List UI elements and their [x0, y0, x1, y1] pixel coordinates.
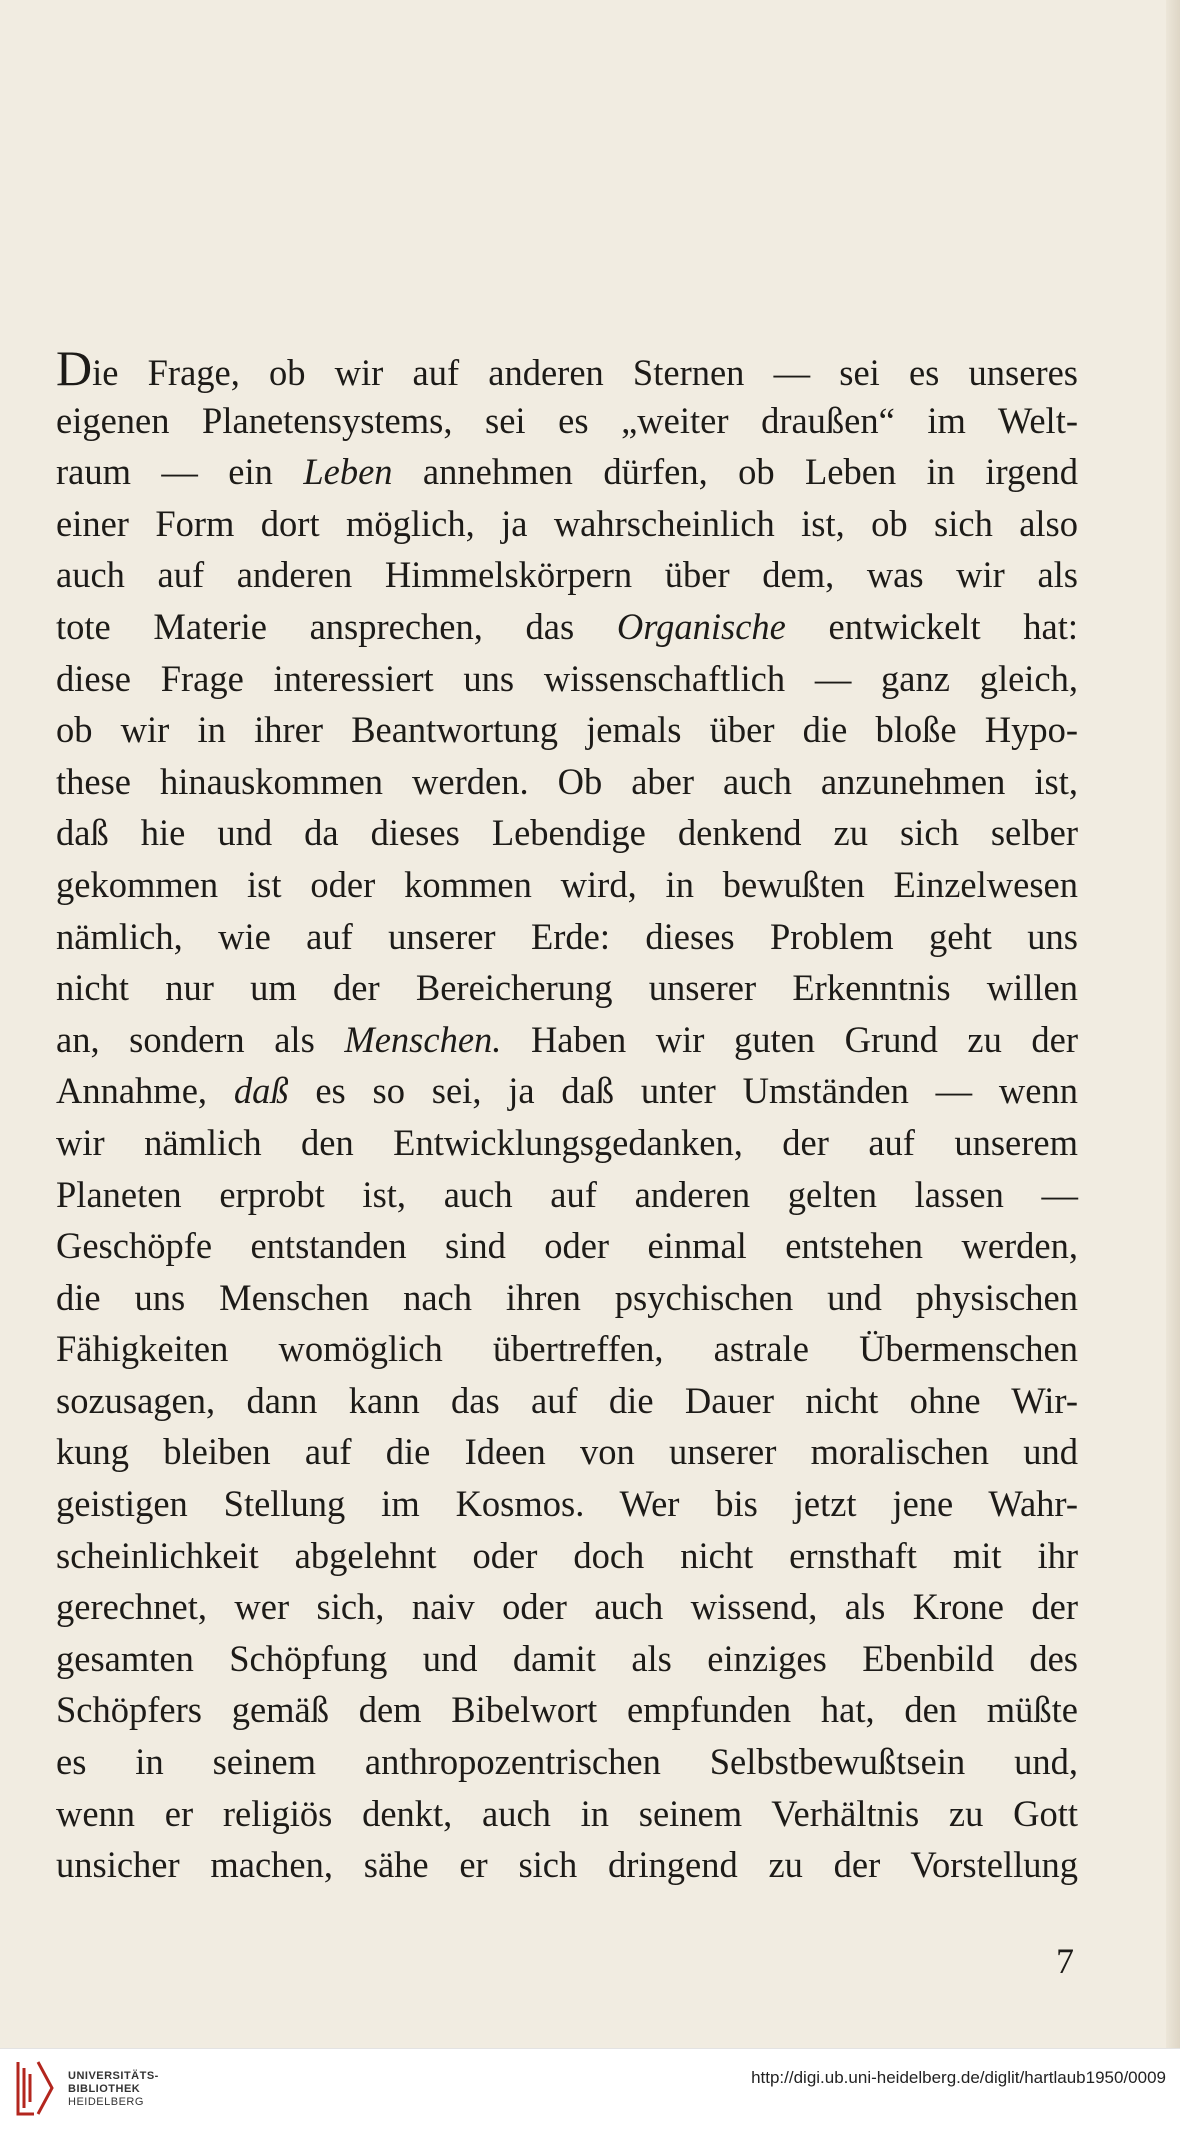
text-run: daß hie und da dieses Lebendige denkend zu sich selber	[56, 812, 1078, 854]
text-line	[56, 1788, 1078, 1840]
text-run: gesamten Schöpfung und damit als einziges Ebenbild des	[56, 1637, 1078, 1679]
text-run: entwickelt hat:	[785, 605, 1078, 647]
text-line	[56, 1684, 1078, 1736]
library-name	[68, 2070, 159, 2109]
text-line	[56, 498, 1078, 550]
emphasized-word: Organische	[616, 605, 786, 647]
text-run: scheinlichkeit abgelehnt oder doch nicht ernsthaft mit ihr	[56, 1534, 1078, 1576]
text-run: nicht nur um der Bereicherung unserer Erkenntnis willen	[56, 967, 1078, 1009]
text-line	[56, 1736, 1078, 1788]
text-run: Annahme,	[56, 1070, 234, 1112]
text-line	[56, 653, 1078, 705]
text-line	[56, 1272, 1078, 1324]
text-run: nämlich, wie auf unserer Erde: dieses Problem geht uns	[56, 915, 1078, 957]
emphasized-word: Leben	[303, 451, 393, 493]
text-line	[56, 1220, 1078, 1272]
text-run: an, sondern als	[56, 1018, 345, 1060]
text-run: geistigen Stellung im Kosmos. Wer bis jetzt jene Wahr-	[56, 1483, 1078, 1525]
text-run: gerechnet, wer sich, naiv oder auch wissend, als Krone der	[56, 1586, 1078, 1628]
text-line	[56, 911, 1078, 963]
text-run: es so sei, ja daß unter Umständen — wenn	[288, 1070, 1078, 1112]
text-run: Fähigkeiten womöglich übertreffen, astrale Übermenschen	[56, 1328, 1078, 1370]
text-run: unsicher machen, sähe er sich dringend zu der Vorstellung	[56, 1844, 1078, 1886]
text-run: die uns Menschen nach ihren psychischen und physischen	[56, 1276, 1078, 1318]
text-line	[56, 601, 1078, 653]
text-run: Haben wir guten Grund zu der	[501, 1018, 1078, 1060]
text-run: auch auf anderen Himmelskörpern über dem, was wir als	[56, 554, 1078, 596]
text-run: tote Materie ansprechen, das	[56, 605, 617, 647]
text-run: eigenen Planetensystems, sei es „weiter draußen“ im Welt-	[56, 399, 1078, 441]
text-line	[56, 395, 1078, 447]
text-run: gekommen ist oder kommen wird, in bewußten Einzelwesen	[56, 863, 1078, 905]
text-line	[56, 1530, 1078, 1582]
text-run: kung bleiben auf die Ideen von unserer moralischen und	[56, 1431, 1078, 1473]
text-run: raum — ein	[56, 451, 304, 493]
text-line	[56, 1633, 1078, 1685]
text-run: wenn er religiös denkt, auch in seinem Verhältnis zu Gott	[56, 1792, 1078, 1834]
text-run: Schöpfers gemäß dem Bibelwort empfunden hat, den müßte	[56, 1689, 1078, 1731]
text-line	[56, 1323, 1078, 1375]
viewer-footer	[0, 2048, 1180, 2133]
text-run: Planeten erprobt ist, auch auf anderen gelten lassen —	[56, 1173, 1078, 1215]
text-line	[56, 1014, 1078, 1066]
text-run: es in seinem anthropozentrischen Selbstbewußtsein und,	[56, 1741, 1078, 1783]
text-line	[56, 1581, 1078, 1633]
text-run: ie Frage, ob wir auf anderen Sternen — sei es unseres	[92, 352, 1078, 393]
text-line	[56, 1375, 1078, 1427]
text-line	[56, 1839, 1078, 1891]
text-run: Geschöpfe entstanden sind oder einmal entstehen werden,	[56, 1225, 1078, 1267]
text-line	[56, 704, 1078, 756]
body-text	[56, 340, 1078, 1891]
text-line	[56, 859, 1078, 911]
text-line	[56, 340, 1078, 396]
text-line	[56, 1117, 1078, 1169]
emphasized-word: daß	[233, 1070, 289, 1112]
text-line	[56, 446, 1078, 498]
text-line	[56, 1169, 1078, 1221]
text-line	[56, 1065, 1078, 1117]
text-line	[56, 807, 1078, 859]
university-library-logo-icon	[12, 2054, 60, 2122]
emphasized-word: Menschen.	[344, 1018, 502, 1060]
page-edge-shadow	[1166, 0, 1180, 2048]
text-line	[56, 1478, 1078, 1530]
text-run: ob wir in ihrer Beantwortung jemals über die bloße Hypo-	[56, 709, 1078, 751]
text-run: these hinauskommen werden. Ob aber auch anzunehmen ist,	[56, 760, 1078, 802]
library-name-line-1: UNIVERSITÄTS-	[68, 2070, 159, 2082]
text-run: wir nämlich den Entwicklungsgedanken, der auf unserem	[56, 1121, 1078, 1163]
text-line	[56, 1426, 1078, 1478]
text-line	[56, 549, 1078, 601]
source-url[interactable]: http://digi.ub.uni-heidelberg.de/diglit/hartlaub1950/0009	[751, 2068, 1166, 2087]
text-line	[56, 962, 1078, 1014]
initial-letter: D	[56, 340, 93, 396]
text-run: diese Frage interessiert uns wissenschaftlich — ganz gleich,	[56, 657, 1078, 699]
text-run: annehmen dürfen, ob Leben in irgend	[392, 451, 1078, 493]
text-line	[56, 756, 1078, 808]
page-number: 7	[1056, 1941, 1074, 1981]
library-name-line-2: BIBLIOTHEK	[68, 2083, 141, 2095]
text-run: einer Form dort möglich, ja wahrscheinlich ist, ob sich also	[56, 502, 1078, 544]
text-run: sozusagen, dann kann das auf die Dauer nicht ohne Wir-	[56, 1379, 1078, 1421]
library-name-line-3: HEIDELBERG	[68, 2096, 144, 2108]
